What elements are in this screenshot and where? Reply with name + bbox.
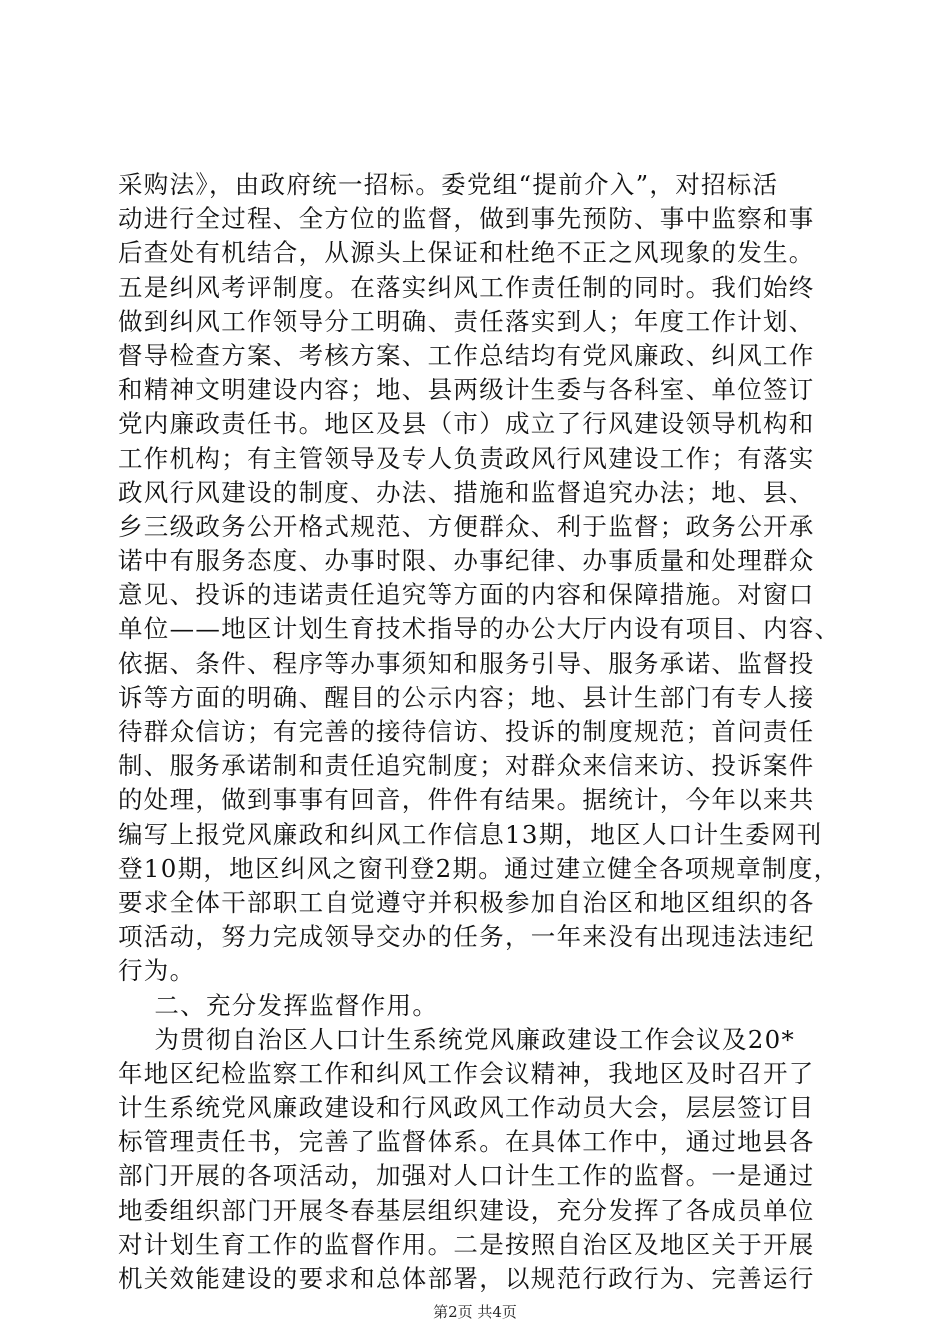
section-heading: 二、充分发挥监督作用。 xyxy=(118,990,439,1020)
text-line: 地委组织部门开展冬春基层组织建设，充分发挥了各成员单位 xyxy=(118,1195,815,1225)
text-line: 年地区纪检监察工作和纠风工作会议精神，我地区及时召开了 xyxy=(118,1058,815,1088)
text-line: 后查处有机结合，从源头上保证和杜绝不正之风现象的发生。 xyxy=(118,238,815,268)
text-line: 项活动，努力完成领导交办的任务，一年来没有出现违法违纪 xyxy=(118,922,815,952)
text-line: 五是纠风考评制度。在落实纠风工作责任制的同时。我们始终 xyxy=(118,272,815,302)
text-line: 动进行全过程、全方位的监督，做到事先预防、事中监察和事 xyxy=(118,204,815,234)
text-line: 行为。 xyxy=(118,956,196,986)
text-line: 制、服务承诺制和责任追究制度；对群众来信来访、投诉案件 xyxy=(118,751,815,781)
text-line: 为贯彻自治区人口计生系统党风廉政建设工作会议及20* xyxy=(118,1024,796,1054)
text-line: 的处理，做到事事有回音，件件有结果。据统计，今年以来共 xyxy=(118,785,815,815)
text-line: 诉等方面的明确、醒目的公示内容；地、县计生部门有专人接 xyxy=(118,682,815,712)
text-line: 计生系统党风廉政建设和行风政风工作动员大会，层层签订目 xyxy=(118,1093,815,1123)
text-line: 和精神文明建设内容；地、县两级计生委与各科室、单位签订 xyxy=(118,375,815,405)
text-line: 工作机构；有主管领导及专人负责政风行风建设工作；有落实 xyxy=(118,443,815,473)
text-line: 待群众信访；有完善的接待信访、投诉的制度规范；首问责任 xyxy=(118,717,815,746)
text-line: 意见、投诉的违诺责任追究等方面的内容和保障措施。对窗口 xyxy=(118,580,815,610)
text-line: 督导检查方案、考核方案、工作总结均有党风廉政、纠风工作 xyxy=(118,340,815,370)
text-line: 编写上报党风廉政和纠风工作信息13期，地区人口计生委网刊 xyxy=(118,819,823,849)
text-line: 采购法》，由政府统一招标。委党组“提前介入”，对招标活 xyxy=(118,170,779,199)
text-line: 机关效能建设的要求和总体部署，以规范行政行为、完善运行 xyxy=(118,1264,815,1293)
text-line: 对计划生育工作的监督作用。二是按照自治区及地区关于开展 xyxy=(118,1229,815,1259)
text-line: 诺中有服务态度、办事时限、办事纪律、办事质量和处理群众 xyxy=(118,546,815,576)
text-line: 单位——地区计划生育技术指导的办公大厅内设有项目、内容、 xyxy=(118,614,841,644)
text-line: 部门开展的各项活动，加强对人口计生工作的监督。一是通过 xyxy=(118,1161,815,1191)
page-number-footer: 第2页 共4页 xyxy=(433,1303,517,1321)
text-line: 登10期，地区纠风之窗刊登2期。通过建立健全各项规章制度， xyxy=(118,853,840,883)
text-line: 乡三级政务公开格式规范、方便群众、利于监督；政务公开承 xyxy=(118,511,815,541)
text-line: 要求全体干部职工自觉遵守并积极参加自治区和地区组织的各 xyxy=(118,887,815,917)
body-text xyxy=(118,168,841,1296)
text-line: 政风行风建设的制度、办法、措施和监督追究办法；地、县、 xyxy=(118,477,815,507)
text-line: 标管理责任书，完善了监督体系。在具体工作中，通过地县各 xyxy=(118,1127,815,1157)
text-line: 党内廉政责任书。地区及县（市）成立了行风建设领导机构和 xyxy=(118,409,815,439)
text-line: 依据、条件、程序等办事须知和服务引导、服务承诺、监督投 xyxy=(118,648,815,678)
text-line: 做到纠风工作领导分工明确、责任落实到人；年度工作计划、 xyxy=(118,306,815,336)
